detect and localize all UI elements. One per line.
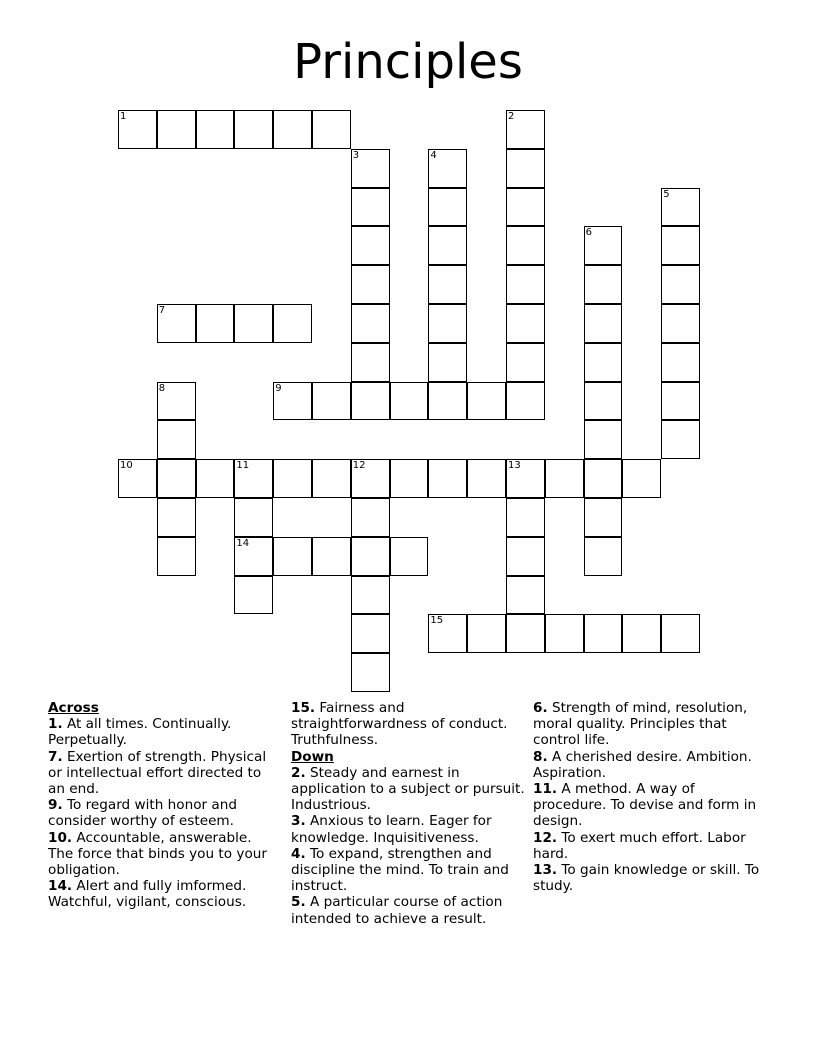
clues-column-3 xyxy=(533,700,769,894)
grid-cell[interactable] xyxy=(351,653,390,692)
grid-cell[interactable] xyxy=(661,304,700,343)
grid-cell[interactable] xyxy=(351,343,390,382)
down-header: Down xyxy=(291,748,334,765)
grid-cell[interactable] xyxy=(506,498,545,537)
down-clue xyxy=(533,781,769,830)
down-clue xyxy=(291,765,527,814)
clue-number: 8. xyxy=(533,748,548,765)
clue-number: 4. xyxy=(291,845,306,862)
across-clue-list xyxy=(48,716,278,910)
grid-cell[interactable] xyxy=(545,459,584,498)
grid-cell[interactable] xyxy=(351,459,390,498)
grid-cell[interactable] xyxy=(196,110,235,149)
clue-text: Anxious to learn. Eager for knowledge. Inquisitiveness. xyxy=(291,813,492,846)
grid-cell[interactable] xyxy=(157,420,196,459)
across-clue xyxy=(291,700,527,749)
grid-cell[interactable] xyxy=(622,614,661,653)
clue-text: To gain knowledge or skill. To study. xyxy=(533,862,760,895)
grid-cell[interactable] xyxy=(661,343,700,382)
clue-text: Accountable, answerable. The force that binds you to your obligation. xyxy=(48,829,267,879)
clue-number: 11 xyxy=(236,460,250,472)
clue-number: 5. xyxy=(291,894,306,911)
clue-number: 11. xyxy=(533,781,558,798)
clue-number: 15. xyxy=(291,700,316,716)
down-clue xyxy=(533,700,769,749)
grid-cell[interactable] xyxy=(661,614,700,653)
across-clue xyxy=(48,749,278,798)
grid-cell[interactable] xyxy=(428,226,467,265)
grid-cell[interactable] xyxy=(234,459,273,498)
grid-cell[interactable] xyxy=(390,537,429,576)
clue-number: 6 xyxy=(585,227,592,239)
grid-cell[interactable] xyxy=(118,110,157,149)
clue-number: 6. xyxy=(533,700,548,716)
page-title: Principles xyxy=(293,34,523,90)
grid-cell[interactable] xyxy=(351,576,390,615)
clue-text: A method. A way of procedure. To devise and form in design. xyxy=(533,781,757,830)
grid-cell[interactable] xyxy=(351,188,390,227)
down-clue xyxy=(291,846,527,895)
grid-cell[interactable] xyxy=(545,614,584,653)
grid-cell[interactable] xyxy=(506,149,545,188)
clue-text: Alert and fully imformed. Watchful, vigilant, conscious. xyxy=(48,878,247,911)
grid-cell[interactable] xyxy=(506,576,545,615)
across-clue-list-continued xyxy=(291,700,527,749)
clues-column-2 xyxy=(291,700,527,927)
clue-text: A particular course of action intended to achieve a result. xyxy=(291,894,503,927)
grid-cell[interactable] xyxy=(661,420,700,459)
grid-cell[interactable] xyxy=(390,459,429,498)
across-header: Across xyxy=(48,700,99,716)
grid-cell[interactable] xyxy=(506,537,545,576)
grid-cell[interactable] xyxy=(584,420,623,459)
grid-cell[interactable] xyxy=(467,459,506,498)
clue-number: 5 xyxy=(663,188,670,200)
grid-cell[interactable] xyxy=(234,304,273,343)
clue-text: Exertion of strength. Physical or intellectual effort directed to an end. xyxy=(48,748,267,798)
grid-cell[interactable] xyxy=(506,382,545,421)
clue-text: Steady and earnest in application to a subject or pursuit. Industrious. xyxy=(291,764,525,814)
clue-number: 13 xyxy=(508,460,521,472)
grid-cell[interactable] xyxy=(312,382,351,421)
clue-text: To regard with honor and consider worthy of esteem. xyxy=(48,797,238,830)
grid-cell[interactable] xyxy=(118,459,157,498)
grid-cell[interactable] xyxy=(428,382,467,421)
clue-number: 12 xyxy=(352,460,366,472)
grid-cell[interactable] xyxy=(157,110,196,149)
clue-number: 12. xyxy=(533,829,558,846)
clue-number: 14. xyxy=(48,878,73,895)
grid-cell[interactable] xyxy=(506,459,545,498)
grid-cell[interactable] xyxy=(506,188,545,227)
clue-number: 7. xyxy=(48,748,63,765)
clue-number: 9 xyxy=(275,382,282,394)
grid-cell[interactable] xyxy=(661,188,700,227)
grid-cell[interactable] xyxy=(584,343,623,382)
grid-cell[interactable] xyxy=(273,537,312,576)
grid-cell[interactable] xyxy=(584,265,623,304)
grid-cell[interactable] xyxy=(467,382,506,421)
clue-text: Fairness and straightforwardness of conduct. Truthfulness. xyxy=(291,700,508,749)
grid-cell[interactable] xyxy=(661,382,700,421)
grid-cell[interactable] xyxy=(351,149,390,188)
grid-cell[interactable] xyxy=(428,614,467,653)
grid-cell[interactable] xyxy=(390,382,429,421)
grid-cell[interactable] xyxy=(312,110,351,149)
grid-cell[interactable] xyxy=(273,304,312,343)
grid-cell[interactable] xyxy=(273,110,312,149)
grid-cell[interactable] xyxy=(196,459,235,498)
down-clue xyxy=(291,894,527,926)
grid-cell[interactable] xyxy=(506,614,545,653)
grid-cell[interactable] xyxy=(467,614,506,653)
grid-cell[interactable] xyxy=(351,537,390,576)
grid-cell[interactable] xyxy=(428,188,467,227)
grid-cell[interactable] xyxy=(351,498,390,537)
grid-cell[interactable] xyxy=(351,614,390,653)
clue-number: 10. xyxy=(48,829,73,846)
grid-cell[interactable] xyxy=(351,226,390,265)
grid-cell[interactable] xyxy=(584,537,623,576)
grid-cell[interactable] xyxy=(428,459,467,498)
grid-cell[interactable] xyxy=(428,149,467,188)
grid-cell[interactable] xyxy=(506,226,545,265)
grid-cell[interactable] xyxy=(428,304,467,343)
grid-cell[interactable] xyxy=(157,498,196,537)
grid-cell[interactable] xyxy=(157,304,196,343)
clue-number: 15 xyxy=(430,615,444,627)
clue-number: 3. xyxy=(291,813,306,830)
grid-cell[interactable] xyxy=(661,226,700,265)
grid-cell[interactable] xyxy=(584,382,623,421)
grid-cell[interactable] xyxy=(506,343,545,382)
grid-cell[interactable] xyxy=(351,265,390,304)
grid-cell[interactable] xyxy=(506,110,545,149)
grid-cell[interactable] xyxy=(273,382,312,421)
grid-cell[interactable] xyxy=(196,304,235,343)
clue-number: 14 xyxy=(236,537,250,549)
grid-cell[interactable] xyxy=(584,459,623,498)
clue-number: 13. xyxy=(533,862,558,879)
grid-cell[interactable] xyxy=(428,265,467,304)
grid-cell[interactable] xyxy=(428,343,467,382)
down-clue xyxy=(291,813,527,845)
grid-cell[interactable] xyxy=(157,382,196,421)
grid-cell[interactable] xyxy=(234,498,273,537)
clue-text: Strength of mind, resolution, moral quality. Principles that control life. xyxy=(533,700,748,749)
grid-cell[interactable] xyxy=(234,110,273,149)
across-clue xyxy=(48,716,278,748)
clue-number: 10 xyxy=(120,460,133,472)
clue-number: 3 xyxy=(352,149,360,161)
down-clue xyxy=(533,862,769,894)
down-clue xyxy=(533,830,769,862)
grid-cell[interactable] xyxy=(584,498,623,537)
grid-cell[interactable] xyxy=(584,226,623,265)
grid-cell[interactable] xyxy=(351,382,390,421)
grid-cell[interactable] xyxy=(506,304,545,343)
clues-column-1 xyxy=(48,700,278,911)
down-clue-list xyxy=(291,765,527,927)
clue-number: 2 xyxy=(508,111,515,122)
grid-cell[interactable] xyxy=(351,304,390,343)
grid-cell[interactable] xyxy=(312,537,351,576)
clue-number: 7 xyxy=(158,305,166,316)
clue-number: 1 xyxy=(120,111,127,122)
grid-cell[interactable] xyxy=(584,614,623,653)
clue-number: 9. xyxy=(48,797,63,814)
grid-cell[interactable] xyxy=(312,459,351,498)
clue-text: To exert much effort. Labor hard. xyxy=(533,829,746,862)
clue-number: 8 xyxy=(158,382,166,394)
grid-cell[interactable] xyxy=(157,459,196,498)
grid-cell[interactable] xyxy=(584,304,623,343)
clue-text: At all times. Continually. Perpetually. xyxy=(48,716,232,749)
down-clue xyxy=(533,749,769,781)
grid-cell[interactable] xyxy=(234,537,273,576)
grid-cell[interactable] xyxy=(234,576,273,615)
grid-cell[interactable] xyxy=(273,459,312,498)
across-clue xyxy=(48,878,278,910)
across-clue xyxy=(48,830,278,879)
down-clue-list-continued xyxy=(533,700,769,894)
clue-number: 2. xyxy=(291,764,306,781)
clue-text: To expand, strengthen and discipline the mind. To train and instruct. xyxy=(291,845,509,895)
across-clue xyxy=(48,797,278,829)
grid-cell[interactable] xyxy=(506,265,545,304)
clue-text: A cherished desire. Ambition. Aspiration. xyxy=(533,748,752,781)
clue-number: 4 xyxy=(430,149,437,161)
clue-number: 1. xyxy=(48,716,63,733)
grid-cell[interactable] xyxy=(622,459,661,498)
grid-cell[interactable] xyxy=(157,537,196,576)
grid-cell[interactable] xyxy=(661,265,700,304)
